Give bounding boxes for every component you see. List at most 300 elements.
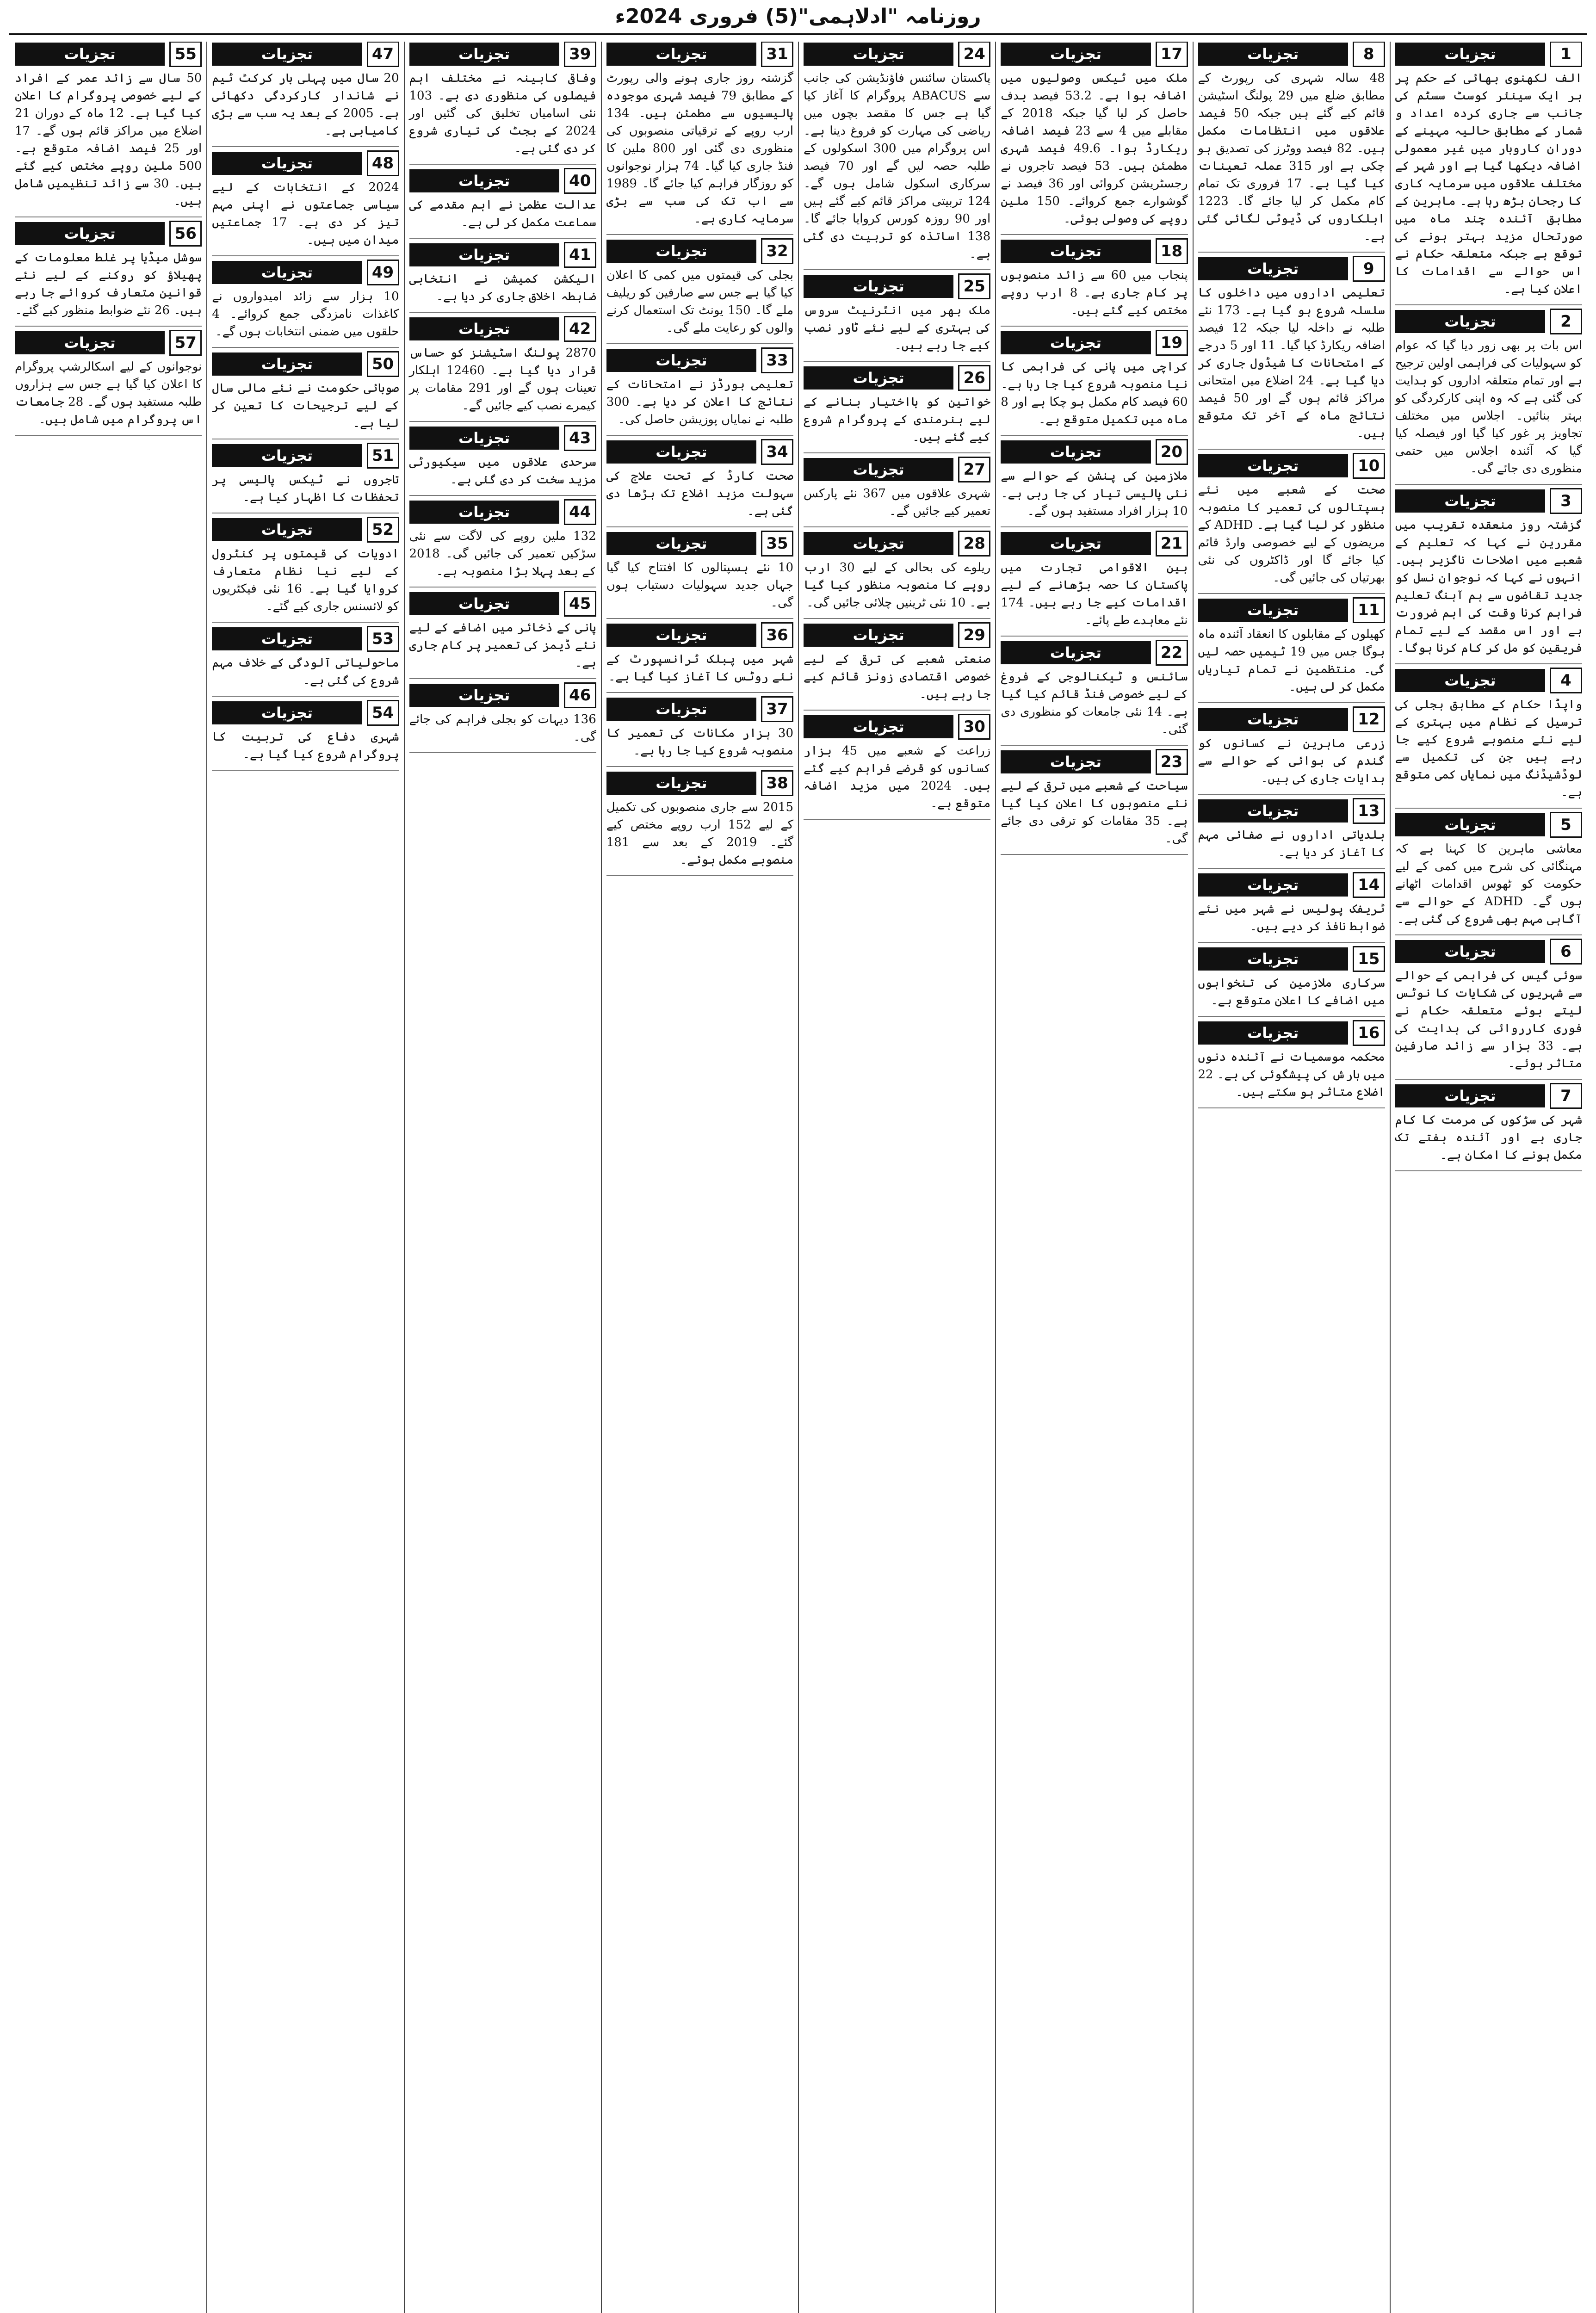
news-item	[15, 330, 202, 428]
news-item-number: 31	[761, 42, 793, 67]
news-item-body: شہر کی سڑکوں کی مرمت کا کام جاری ہے اور آئندہ ہفتے تک مکمل ہونے کا امکان ہے۔	[1395, 1113, 1582, 1162]
news-item-header	[1395, 489, 1582, 513]
news-item-number: 11	[1353, 597, 1385, 623]
news-item-tag: تجزیات	[15, 222, 165, 245]
columns-grid	[9, 42, 1587, 2313]
news-item-header	[606, 623, 793, 648]
news-item-header	[1198, 453, 1385, 478]
item-separator	[1198, 252, 1385, 253]
news-item-header	[1001, 239, 1188, 264]
news-item	[606, 439, 793, 520]
news-item	[1001, 640, 1188, 738]
news-item-number: 46	[564, 682, 596, 708]
news-item-body: صحت کے شعبے میں نئے ہسپتالوں کی تعمیر کا منصوبہ منظور کر لیا گیا ہے۔ ADHD کے مریضوں کے لیے خصوصی وارڈ قائم کیا جائے گا اور ڈاکٹروں کی نئی بھرتیاں کی جائیں گی۔	[1198, 483, 1385, 585]
news-item-header	[1395, 1083, 1582, 1108]
news-item-body: صنعتی شعبے کی ترقی کے لیے خصوصی اقتصادی زونز قائم کیے جا رہے ہیں۔	[804, 652, 991, 701]
news-item-number: 2	[1550, 309, 1582, 334]
news-item-body: عدالت عظمیٰ نے اہم مقدمے کی سماعت مکمل کر لی ہے۔	[409, 198, 596, 229]
news-item-body: الیکشن کمیشن نے انتخابی ضابطہ اخلاق جاری کر دیا ہے۔	[409, 272, 596, 303]
news-item-header	[1395, 309, 1582, 334]
news-item	[606, 348, 793, 428]
news-item-tag: تجزیات	[606, 440, 756, 464]
item-separator	[1198, 1016, 1385, 1017]
news-item-body: کراچی میں پانی کی فراہمی کا نیا منصوبہ شروع کیا جا رہا ہے۔ 60 فیصد کام مکمل ہو چکا ہے اور 8 ماہ میں تکمیل متوقع ہے۔	[1001, 360, 1188, 427]
news-item-tag: تجزیات	[212, 152, 362, 175]
news-item-body: پانی کے ذخائر میں اضافے کے لیے نئے ڈیمز کی تعمیر پر کام جاری ہے۔	[409, 621, 596, 670]
news-item	[804, 531, 990, 612]
news-item-tag: تجزیات	[1395, 813, 1545, 836]
news-item-body: ملازمین کی پنشن کے حوالے سے نئی پالیسی تیار کی جا رہی ہے۔ 10 ہزار افراد مستفید ہوں گے۔	[1001, 469, 1188, 518]
item-separator	[1198, 593, 1385, 594]
item-separator	[1395, 1079, 1582, 1080]
news-item-tag: تجزیات	[1001, 240, 1151, 263]
item-separator	[804, 618, 990, 619]
news-item-tag: تجزیات	[409, 427, 559, 450]
news-item-body: شہر میں پبلک ٹرانسپورٹ کے نئے روٹس کا آغاز کیا گیا ہے۔	[606, 652, 793, 684]
news-item-header	[15, 221, 202, 246]
news-item-number: 26	[958, 365, 990, 391]
news-item-tag: تجزیات	[1001, 43, 1151, 66]
news-item-header	[212, 517, 399, 542]
news-item	[1395, 939, 1582, 1072]
news-item-number: 43	[564, 425, 596, 451]
news-item-number: 38	[761, 770, 793, 796]
news-item-tag: تجزیات	[1395, 310, 1545, 333]
news-item-tag: تجزیات	[1198, 1021, 1348, 1045]
news-item-number: 44	[564, 499, 596, 525]
news-item-header	[15, 42, 202, 67]
news-item-number: 17	[1156, 42, 1188, 67]
news-item-tag: تجزیات	[1395, 940, 1545, 963]
news-item-number: 9	[1353, 256, 1385, 282]
news-item-number: 52	[367, 517, 399, 543]
item-separator	[15, 326, 202, 327]
news-item-body: 136 دیہات کو بجلی فراہم کی جائے گی۔	[409, 712, 596, 744]
item-separator	[1001, 854, 1188, 855]
news-item	[1001, 439, 1188, 520]
item-separator	[804, 269, 990, 270]
news-item-header	[804, 623, 990, 648]
news-item-tag: تجزیات	[409, 243, 559, 266]
news-item-body: ملک میں ٹیکس وصولیوں میں اضافہ ہوا ہے۔ 53.2 فیصد ہدف حاصل کر لیا گیا جبکہ 2018 کے مقابلے میں 4 سے 23 فیصد اضافہ ریکارڈ ہوا۔ 49.6 فیصد شہری مطمئن ہیں۔ 53 فیصد تاجروں نے رجسٹریشن کروائی اور 36 فیصد نے گوشوارے جمع کروائے۔ 150 ملین روپے کی وصولی ہوئی۔	[1001, 71, 1188, 226]
item-separator	[409, 238, 596, 239]
item-separator	[1001, 435, 1188, 436]
item-separator	[1001, 234, 1188, 235]
news-item-number: 49	[367, 260, 399, 285]
news-item-body: ریلوے کی بحالی کے لیے 30 ارب روپے کا منصوبہ منظور کیا گیا ہے۔ 10 نئی ٹرینیں چلائی جائیں گی۔	[804, 561, 991, 610]
news-item	[1198, 42, 1385, 245]
news-item-number: 42	[564, 316, 596, 342]
news-item-header	[804, 714, 990, 739]
news-item-header	[409, 242, 596, 267]
item-separator	[1001, 326, 1188, 327]
news-item-header	[606, 348, 793, 373]
news-item-body: صوبائی حکومت نے نئے مالی سال کے لیے ترجیحات کا تعین کر لیا ہے۔	[212, 381, 399, 430]
news-item-header	[606, 531, 793, 556]
news-item-header	[1198, 798, 1385, 823]
news-item	[409, 500, 596, 580]
news-item-body: ٹریفک پولیس نے شہر میں نئے ضوابط نافذ کر دیے ہیں۔	[1198, 902, 1385, 934]
news-item-number: 20	[1156, 439, 1188, 465]
news-item-number: 47	[367, 42, 399, 67]
news-item	[1395, 309, 1582, 477]
news-item-header	[212, 626, 399, 651]
news-item-number: 12	[1353, 706, 1385, 732]
news-item-body: پاکستان سائنس فاؤنڈیشن کی جانب سے ABACUS پروگرام کا آغاز کیا گیا ہے جس کا مقصد بچوں میں ریاضی کی مہارت کو فروغ دینا ہے۔ اس پروگرام میں 300 اسکولوں کے طلبہ حصہ لیں گے اور 70 فیصد سرکاری اسکول شامل ہوں گے۔ 124 تربیتی مراکز قائم کیے گئے ہیں اور 90 روزہ کورس کروایا جائے گا۔ 138 اساتذہ کو تربیت دی گئی ہے۔	[804, 71, 991, 261]
news-item-header	[409, 683, 596, 708]
news-item	[606, 42, 793, 228]
news-item-header	[1198, 256, 1385, 281]
news-item-number: 57	[169, 330, 202, 356]
news-item-number: 13	[1353, 798, 1385, 824]
news-item-tag: تجزیات	[1198, 708, 1348, 731]
news-item-number: 36	[761, 622, 793, 648]
news-item-number: 29	[958, 622, 990, 648]
news-item-number: 28	[958, 531, 990, 557]
item-separator	[1395, 934, 1582, 935]
news-item-tag: تجزیات	[1001, 641, 1151, 664]
news-item	[15, 42, 202, 210]
news-item	[804, 623, 990, 703]
news-item-number: 32	[761, 238, 793, 264]
item-separator	[1198, 449, 1385, 450]
item-separator	[409, 312, 596, 313]
news-item-tag: تجزیات	[1395, 489, 1545, 513]
news-column	[404, 42, 601, 2313]
news-item-number: 7	[1550, 1083, 1582, 1109]
news-item	[1001, 42, 1188, 228]
item-separator	[212, 622, 399, 623]
news-item-header	[606, 697, 793, 722]
news-item-body: 20 سال میں پہلی بار کرکٹ ٹیم نے شاندار کارکردگی دکھائی ہے۔ 2005 کے بعد یہ سب سے بڑی کامیابی ہے۔	[212, 71, 399, 138]
news-item-number: 53	[367, 626, 399, 652]
news-item-header	[1198, 872, 1385, 897]
item-separator	[606, 692, 793, 693]
news-item	[409, 683, 596, 746]
news-item-number: 6	[1550, 939, 1582, 965]
news-item-tag: تجزیات	[409, 169, 559, 192]
news-item-number: 21	[1156, 531, 1188, 557]
news-item-body: سائنس و ٹیکنالوجی کے فروغ کے لیے خصوصی فنڈ قائم کیا گیا ہے۔ 14 نئی جامعات کو منظوری دی گئی۔	[1001, 670, 1188, 736]
item-separator	[1395, 304, 1582, 305]
item-separator	[1395, 484, 1582, 485]
news-item	[15, 221, 202, 319]
news-item	[1198, 256, 1385, 442]
news-item-header	[1198, 1020, 1385, 1045]
news-item-header	[212, 260, 399, 285]
news-item-body: زراعت کے شعبے میں 45 ہزار کسانوں کو قرضے فراہم کیے گئے ہیں۔ 2024 میں مزید اضافہ متوقع ہے۔	[804, 744, 991, 810]
news-item-header	[804, 274, 990, 299]
news-item-tag: تجزیات	[212, 701, 362, 724]
news-item-body: سوشل میڈیا پر غلط معلومات کے پھیلاؤ کو روکنے کے لیے نئے قوانین متعارف کروائے جا رہے ہیں۔ 26 نئے ضوابط منظور کیے گئے۔	[15, 251, 202, 317]
news-item-header	[1198, 42, 1385, 67]
news-item-tag: تجزیات	[212, 444, 362, 467]
news-item-body: سرکاری ملازمین کی تنخواہوں میں اضافے کا اعلان متوقع ہے۔	[1198, 976, 1385, 1008]
item-separator	[1395, 808, 1582, 809]
news-item-tag: تجزیات	[606, 772, 756, 795]
item-separator	[409, 495, 596, 496]
news-item	[212, 626, 399, 689]
news-item-tag: تجزیات	[15, 43, 165, 66]
news-item-header	[1001, 531, 1188, 556]
news-column	[1390, 42, 1587, 2313]
news-item-number: 18	[1156, 238, 1188, 264]
news-item-header	[15, 330, 202, 355]
news-column	[10, 42, 206, 2313]
news-item-body: خواتین کو بااختیار بنانے کے لیے ہنرمندی کے پروگرام شروع کیے گئے ہیں۔	[804, 395, 991, 444]
news-item-body: گزشتہ روز جاری ہونے والی رپورٹ کے مطابق 79 فیصد شہری موجودہ پالیسیوں سے مطمئن ہیں۔ 134 ارب روپے کے ترقیاتی منصوبوں کی منظوری دی گئی اور 800 ملین کا فنڈ جاری کیا گیا۔ 74 ہزار نوجوانوں کو روزگار فراہم کیا جائے گا۔ 1989 سے اب تک کی سب سے بڑی سرمایہ کاری ہے۔	[606, 71, 794, 226]
news-item-body: معاشی ماہرین کا کہنا ہے کہ مہنگائی کی شرح میں کمی کے لیے حکومت کو ٹھوس اقدامات اٹھانے ہوں گے۔ ADHD کے حوالے سے آگاہی مہم بھی شروع کی گئی ہے۔	[1395, 842, 1583, 926]
item-separator	[804, 526, 990, 527]
news-item-header	[212, 42, 399, 67]
news-item-number: 34	[761, 439, 793, 465]
item-separator	[606, 343, 793, 344]
news-item-header	[1001, 749, 1188, 774]
news-item-tag: تجزیات	[1198, 454, 1348, 477]
news-item	[409, 426, 596, 489]
news-item	[409, 168, 596, 231]
news-item	[409, 42, 596, 157]
news-column	[1193, 42, 1390, 2313]
news-item-number: 27	[958, 457, 990, 482]
news-item-body: محکمہ موسمیات نے آئندہ دنوں میں بارش کی پیشگوئی کی ہے۔ 22 اضلاع متاثر ہو سکتے ہیں۔	[1198, 1050, 1385, 1099]
news-item-body: الف لکھنوی بھائی کے حکم پر ہر ایک سینئر کوسٹ سسٹم کی جانب سے جاری کردہ اعداد و شمار کے مطابق حالیہ مہینے کے دوران کاروبار میں غیر معمولی اضافہ دیکھا گیا ہے اور شہر کے مختلف علاقوں میں سرمایہ کاری کا رجحان بڑھ رہا ہے۔ ماہرین کے مطابق آئندہ چند ماہ میں صورتحال مزید بہتر ہونے کی توقع ہے جبکہ متعلقہ حکام نے اس حوالے سے اقدامات کا اعلان کیا ہے۔	[1395, 71, 1582, 296]
news-item-header	[1198, 946, 1385, 971]
item-separator	[606, 526, 793, 527]
news-item-header	[1395, 812, 1582, 837]
news-item-tag: تجزیات	[212, 261, 362, 284]
news-item-tag: تجزیات	[1001, 532, 1151, 555]
item-separator	[409, 678, 596, 679]
news-item	[804, 457, 990, 520]
news-item	[212, 260, 399, 340]
item-separator	[1198, 702, 1385, 703]
news-item-tag: تجزیات	[804, 624, 953, 647]
news-item-body: شہری دفاع کی تربیت کا پروگرام شروع کیا گیا ہے۔	[212, 730, 399, 761]
news-item-tag: تجزیات	[212, 353, 362, 376]
news-column	[995, 42, 1192, 2313]
news-item-number: 37	[761, 696, 793, 722]
news-item	[1198, 707, 1385, 787]
news-item-number: 48	[367, 150, 399, 176]
news-item-number: 35	[761, 531, 793, 557]
news-item-tag: تجزیات	[1198, 873, 1348, 897]
news-item-body: بجلی کی قیمتوں میں کمی کا اعلان کیا گیا ہے جس سے صارفین کو ریلیف ملے گا۔ 150 یونٹ تک استعمال کرنے والوں کو رعایت ملے گی۔	[606, 268, 793, 335]
news-item-body: 2015 سے جاری منصوبوں کی تکمیل کے لیے 152 ارب روپے مختص کیے گئے۔ 2019 کے بعد سے 181 منصوبے مکمل ہوئے۔	[606, 800, 793, 867]
item-separator	[1001, 526, 1188, 527]
news-item	[212, 517, 399, 615]
news-item	[804, 42, 990, 263]
item-separator	[212, 770, 399, 771]
news-item-body: اس بات پر بھی زور دیا گیا کہ عوام کو سہولیات کی فراہمی اولین ترجیح ہے اور تمام متعلقہ اداروں کو ہدایت کی گئی ہے کہ وہ اپنی کارکردگی کو بہتر بنائیں۔ اجلاس میں مختلف تجاویز پر غور کیا گیا اور فیصلہ کیا گیا کہ آئندہ اجلاس میں حتمی منظوری دی جائے گی۔	[1395, 339, 1582, 476]
news-item-body: وفاقی کابینہ نے مختلف اہم فیصلوں کی منظوری دی ہے۔ 103 نئی اسامیاں تخلیق کی گئیں اور 2024 کے بجٹ کی تیاری شروع کر دی گئی ہے۔	[409, 71, 596, 155]
news-item-tag: تجزیات	[15, 331, 165, 354]
item-separator	[15, 216, 202, 217]
page-masthead: روزنامہ "ادلاہمی"(5) فروری 2024ء	[615, 4, 981, 28]
news-item	[1395, 668, 1582, 801]
news-item-tag: تجزیات	[1198, 257, 1348, 280]
news-item-header	[212, 151, 399, 176]
news-item-tag: تجزیات	[1395, 43, 1545, 66]
news-item-body: 48 سالہ شہری کی رپورٹ کے مطابق ضلع میں 29 پولنگ اسٹیشن قائم کیے گئے ہیں جبکہ 50 فیصد علاقوں میں انتظامات مکمل ہیں۔ 82 فیصد ووٹرز کی تصدیق ہو چکی ہے اور 315 عملہ تعینات کیا گیا ہے۔ 17 فروری تک تمام کام مکمل کر لیا جائے گا۔ 1223 اہلکاروں کی ڈیوٹی لگائی گئی ہے۔	[1198, 71, 1385, 243]
news-item	[1198, 872, 1385, 935]
news-item	[606, 239, 793, 337]
news-item-body: پنجاب میں 60 سے زائد منصوبوں پر کام جاری ہے۔ 8 ارب روپے مختص کیے گئے ہیں۔	[1001, 268, 1188, 317]
news-item-header	[606, 439, 793, 464]
news-item	[212, 443, 399, 506]
news-item-tag: تجزیات	[409, 684, 559, 707]
news-item	[409, 316, 596, 414]
news-item-tag: تجزیات	[606, 43, 756, 66]
news-item-number: 51	[367, 443, 399, 469]
news-item-tag: تجزیات	[804, 43, 953, 66]
news-item	[409, 242, 596, 305]
news-item-number: 50	[367, 351, 399, 377]
news-item-body: تعلیمی اداروں میں داخلوں کا سلسلہ شروع ہو گیا ہے۔ 173 نئے طلبہ نے داخلہ لیا جبکہ 12 فیصد اضافہ ریکارڈ کیا گیا۔ 11 اور 5 درجے کے امتحانات کا شیڈول جاری کر دیا گیا ہے۔ 24 اضلاع میں امتحانی مراکز قائم ہوں گے اور 50 فیصد نتائج ماہ کے آخر تک متوقع ہیں۔	[1198, 286, 1385, 440]
news-item	[1395, 489, 1582, 657]
news-item-body: ادویات کی قیمتوں پر کنٹرول کے لیے نیا نظام متعارف کروایا گیا ہے۔ 16 نئی فیکٹریوں کو لائسنس جاری کیے گئے۔	[212, 547, 399, 613]
news-item	[212, 151, 399, 249]
news-item-header	[1198, 707, 1385, 732]
news-item-tag: تجزیات	[1198, 43, 1348, 66]
news-item	[1001, 531, 1188, 629]
item-separator	[409, 752, 596, 753]
news-item-body: ملک بھر میں انٹرنیٹ سروس کی بہتری کے لیے نئے ٹاور نصب کیے جا رہے ہیں۔	[804, 303, 991, 353]
news-item-body: 132 ملین روپے کی لاگت سے نئی سڑکیں تعمیر کی جائیں گی۔ 2018 کے بعد پہلا بڑا منصوبہ ہے۔	[409, 529, 596, 578]
news-item-number: 10	[1353, 453, 1385, 479]
news-item-tag: تجزیات	[804, 458, 953, 481]
item-separator	[1198, 868, 1385, 869]
item-separator	[212, 696, 399, 697]
news-item	[804, 274, 990, 354]
item-separator	[409, 421, 596, 422]
item-separator	[1395, 1170, 1582, 1171]
item-separator	[606, 618, 793, 619]
news-item-tag: تجزیات	[804, 715, 953, 738]
item-separator	[606, 766, 793, 767]
news-item	[409, 591, 596, 672]
news-item-header	[212, 700, 399, 725]
news-item-body: سوئی گیس کی فراہمی کے حوالے سے شہریوں کی شکایات کا نوٹس لیتے ہوئے متعلقہ حکام نے فوری کارروائی کی ہدایت کی ہے۔ 33 ہزار سے زائد صارفین متاثر ہوئے۔	[1395, 969, 1582, 1070]
news-item-header	[606, 239, 793, 264]
news-item	[1395, 812, 1582, 928]
news-item-tag: تجزیات	[1001, 440, 1151, 464]
news-item-body: 10 ہزار سے زائد امیدواروں نے کاغذات نامزدگی جمع کروائے۔ 4 حلقوں میں ضمنی انتخابات ہوں گے۔	[212, 290, 399, 339]
news-item-number: 25	[958, 273, 990, 299]
news-item-number: 54	[367, 700, 399, 726]
news-item-body: بلدیاتی اداروں نے صفائی مہم کا آغاز کر دیا ہے۔	[1198, 828, 1385, 860]
news-item	[1395, 1083, 1582, 1164]
news-item	[1001, 330, 1188, 428]
news-item	[1198, 598, 1385, 696]
masthead-rule	[9, 33, 1587, 35]
news-item-number: 5	[1550, 812, 1582, 838]
news-item-body: ماحولیاتی آلودگی کے خلاف مہم شروع کی گئی ہے۔	[212, 656, 399, 687]
news-column	[601, 42, 798, 2313]
news-item	[1198, 453, 1385, 587]
news-item-number: 3	[1550, 488, 1582, 514]
news-item-header	[1001, 640, 1188, 665]
news-item-tag: تجزیات	[804, 275, 953, 298]
news-item	[1198, 798, 1385, 861]
news-item-body: سرحدی علاقوں میں سیکیورٹی مزید سخت کر دی گئی ہے۔	[409, 455, 596, 487]
news-item	[606, 771, 793, 869]
news-item-header	[1001, 42, 1188, 67]
news-item-header	[1001, 439, 1188, 464]
news-item-body: گزشتہ روز منعقدہ تقریب میں مقررین نے کہا کہ تعلیم کے شعبے میں اصلاحات ناگزیر ہیں۔ انہوں نے کہا کہ نوجوان نسل کو جدید تقاضوں سے ہم آہنگ تعلیم فراہم کرنا وقت کی اہم ضرورت ہے اور اس مقصد کے لیے تمام فریقین کو مل کر کام کرنا ہوگا۔	[1395, 518, 1582, 655]
item-separator	[15, 435, 202, 436]
news-item-tag: تجزیات	[606, 698, 756, 721]
news-item-header	[606, 771, 793, 796]
news-item-number: 33	[761, 347, 793, 373]
news-item-number: 23	[1156, 749, 1188, 775]
news-item-header	[212, 352, 399, 377]
news-item-header	[409, 591, 596, 616]
news-item-tag: تجزیات	[212, 43, 362, 66]
news-item-number: 56	[169, 221, 202, 247]
news-item-number: 45	[564, 591, 596, 617]
news-item-number: 55	[169, 42, 202, 67]
item-separator	[1001, 745, 1188, 746]
news-item	[606, 531, 793, 612]
news-item-header	[409, 42, 596, 67]
news-item-number: 30	[958, 714, 990, 740]
news-item-body: تعلیمی بورڈز نے امتحانات کے نتائج کا اعلان کر دیا ہے۔ 300 طلبہ نے نمایاں پوزیشن حاصل کی۔	[606, 377, 793, 427]
news-item-body: 2870 پولنگ اسٹیشنز کو حساس قرار دیا گیا ہے۔ 12460 اہلکار تعینات ہوں گے اور 291 مقامات پر کیمرے نصب کیے جائیں گے۔	[409, 346, 596, 413]
news-item-tag: تجزیات	[606, 349, 756, 372]
news-item-body: زرعی ماہرین نے کسانوں کو گندم کی بوائی کے حوالے سے ہدایات جاری کی ہیں۔	[1198, 736, 1385, 785]
news-item-header	[1001, 330, 1188, 355]
news-item-header	[409, 426, 596, 451]
news-item-tag: تجزیات	[606, 240, 756, 263]
news-item-number: 8	[1353, 42, 1385, 67]
news-item-number: 16	[1353, 1020, 1385, 1046]
news-item-number: 24	[958, 42, 990, 67]
news-item-tag: تجزیات	[1198, 599, 1348, 622]
news-item-body: سیاحت کے شعبے میں ترقی کے لیے نئے منصوبوں کا اعلان کیا گیا ہے۔ 35 مقامات کو ترقی دی جائے گی۔	[1001, 779, 1188, 846]
news-item-number: 1	[1550, 42, 1582, 67]
news-column	[798, 42, 995, 2313]
news-item	[212, 352, 399, 432]
item-separator	[606, 234, 793, 235]
news-item-tag: تجزیات	[804, 366, 953, 390]
news-item-header	[1395, 42, 1582, 67]
news-item-body: نوجوانوں کے لیے اسکالرشپ پروگرام کا اعلان کیا گیا ہے جس سے ہزاروں طلبہ مستفید ہوں گے۔ 28 جامعات اس پروگرام میں شامل ہیں۔	[15, 360, 202, 427]
news-item-tag: تجزیات	[409, 592, 559, 615]
item-separator	[1001, 636, 1188, 637]
news-item-header	[804, 457, 990, 482]
news-item-tag: تجزیات	[804, 532, 953, 555]
news-item-body: 50 سال سے زائد عمر کے افراد کے لیے خصوصی پروگرام کا اعلان کیا گیا ہے۔ 12 ماہ کے دوران 21 اضلاع میں مراکز قائم ہوں گے۔ 17 اور 25 فیصد اضافہ متوقع ہے۔ 500 ملین روپے مختص کیے گئے ہیں۔ 30 سے زائد تنظیمیں شامل ہیں۔	[15, 71, 202, 208]
news-item-body: 2024 کے انتخابات کے لیے سیاسی جماعتوں نے اپنی مہم تیز کر دی ہے۔ 17 جماعتیں میدان میں ہیں۔	[212, 180, 399, 247]
news-item-tag: تجزیات	[1395, 1084, 1545, 1107]
news-item	[606, 623, 793, 686]
news-item-body: کھیلوں کے مقابلوں کا انعقاد آئندہ ماہ ہوگا جس میں 19 ٹیمیں حصہ لیں گی۔ منتظمین نے تمام تیاریاں مکمل کر لی ہیں۔	[1198, 627, 1385, 694]
news-item-header	[804, 365, 990, 390]
news-item-header	[804, 531, 990, 556]
news-item-number: 14	[1353, 872, 1385, 898]
item-separator	[804, 710, 990, 711]
news-item-body: 10 نئے ہسپتالوں کا افتتاح کیا گیا جہاں جدید سہولیات دستیاب ہوں گی۔	[606, 561, 793, 610]
news-item-header	[409, 500, 596, 525]
news-item-number: 39	[564, 42, 596, 67]
item-separator	[409, 587, 596, 588]
news-item-tag: تجزیات	[409, 43, 559, 66]
item-separator	[804, 819, 990, 820]
news-item	[606, 697, 793, 760]
news-item-tag: تجزیات	[1395, 669, 1545, 692]
item-separator	[1198, 1107, 1385, 1108]
